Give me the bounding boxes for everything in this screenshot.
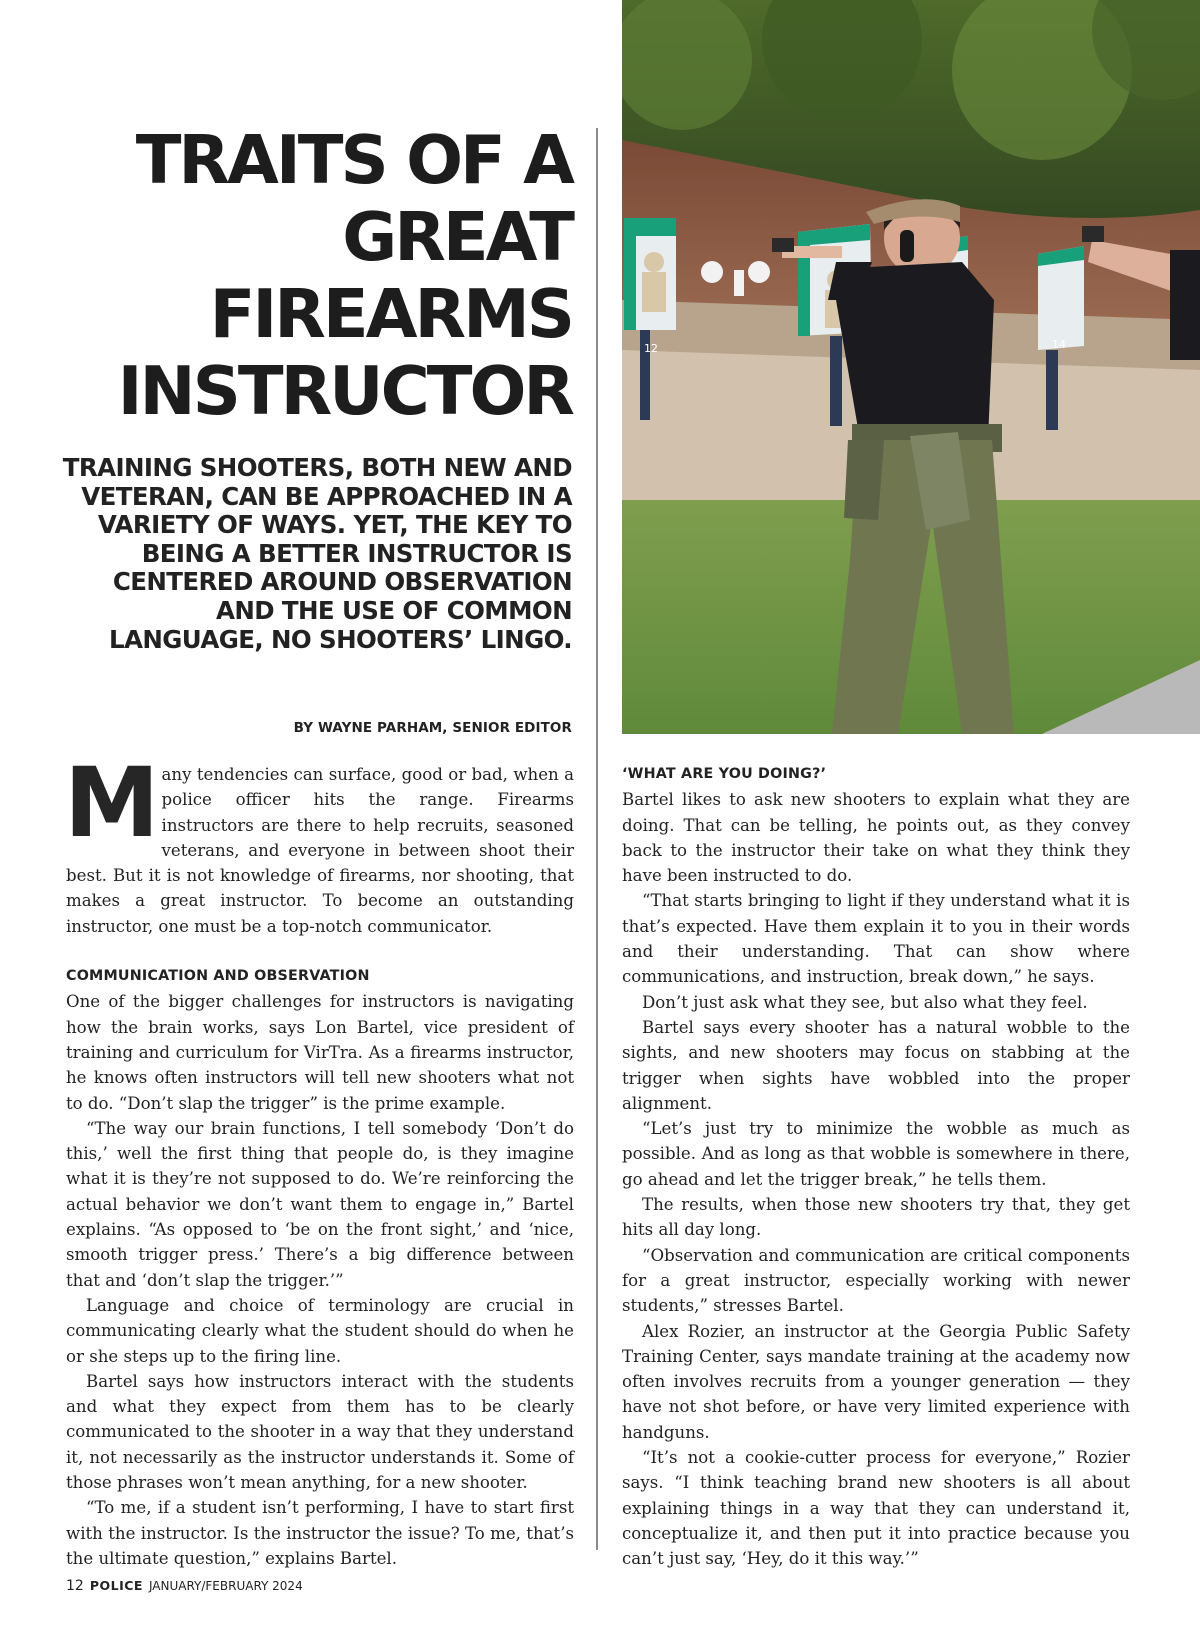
issue-date: JANUARY/FEBRUARY 2024 (148, 1579, 303, 1593)
article-column-left (64, 747, 574, 1571)
section-heading: COMMUNICATION AND OBSERVATION (66, 968, 370, 985)
body-paragraph: Alex Rozier, an instructor at the Georgia Public Safety Training Center, says mandate training at the academy now often involves recruits from a younger generation — they have not shot before, or have very limited experience with handguns. (622, 1321, 1130, 1442)
range-photo (622, 0, 1200, 734)
body-paragraph: “The way our brain functions, I tell somebody ‘Don’t do this,’ well the first thing that people do, is they imagine what it is they’re not supposed to do. We’re reinforcing the actual behavior we don’t want them to engage in,” Bartel explains. “As opposed to ‘be on the front sight,’ and ‘nice, smooth trigger press.’ There’s a big difference between that and ‘don’t slap the trigger.’” (66, 1118, 574, 1290)
body-paragraph: Don’t just ask what they see, but also what they feel. (642, 992, 1088, 1012)
body-paragraph: One of the bigger challenges for instructors is navigating how the brain works, says Lon Bartel, vice president of training and curriculum for VirTra. As a firearms instructor, he knows often instructors will tell new shooters what not to do. “Don’t slap the trigger” is the prime example. (66, 992, 574, 1113)
intro-text: any tendencies can surface, good or bad, when a police officer hits the range. Firearms instructors are there to help recruits, seasoned veterans, and everyone in between shoot their best. But it is not knowledge of firearms, nor shooting, that makes a great instructor. To become an outstanding instructor, one must be a top-notch communicator. (66, 765, 574, 936)
page-number: 12 (66, 1578, 84, 1594)
article-intro-paragraph (64, 747, 574, 939)
section-heading: ‘WHAT ARE YOU DOING?’ (622, 766, 827, 782)
lane-number-label: 14 (1052, 338, 1066, 351)
body-paragraph: “Let’s just try to minimize the wobble as much as possible. And as long as that wobble is somewhere in there, go ahead and let the trigger break,” he tells them. (622, 1119, 1130, 1189)
article-deck: TRAINING SHOOTERS, BOTH NEW AND VETERAN, CAN BE APPROACHED IN A VARIETY OF WAYS. YET, THE KEY TO BEING A BETTER INSTRUCTOR IS CENTERED AROUND OBSERVATION AND THE USE OF COMMON LANGUAGE, NO SHOOTERS’ LINGO. (62, 453, 572, 654)
article-column-right (622, 762, 1130, 1572)
column-divider (596, 128, 598, 1550)
lane-number-label: 12 (644, 342, 658, 355)
body-paragraph: Bartel likes to ask new shooters to explain what they are doing. That can be telling, he points out, as they convey back to the instructor their take on what they think they have been instructed to do. (622, 790, 1130, 886)
body-paragraph: “It’s not a cookie-cutter process for everyone,” Rozier says. “I think teaching brand new shooters is all about explaining things in a way that they can understand it, conceptualize it, and then put it into practice because you can’t just say, ‘Hey, do it this way.’” (622, 1448, 1130, 1569)
body-paragraph: The results, when those new shooters try that, they get hits all day long. (622, 1195, 1130, 1240)
article-byline: BY WAYNE PARHAM, SENIOR EDITOR (293, 720, 572, 736)
page-footer (66, 1578, 303, 1594)
body-paragraph: Bartel says every shooter has a natural wobble to the sights, and new shooters may focus on stabbing at the trigger when sights have wobbled into the proper alignment. (622, 1017, 1130, 1113)
drop-cap: M (64, 747, 156, 859)
body-paragraph: “To me, if a student isn’t performing, I have to start first with the instructor. Is the instructor the issue? To me, that’s the ultimate question,” explains Bartel. (66, 1498, 574, 1568)
article-headline: TRAITS OF A GREAT FIREARMS INSTRUCTOR (117, 121, 572, 430)
body-paragraph: “Observation and communication are critical components for a great instructor, especially working with newer students,” stresses Bartel. (622, 1245, 1130, 1316)
magazine-name: POLICE (89, 1578, 143, 1593)
body-paragraph: “That starts bringing to light if they understand what it is that’s expected. Have them explain it to you in their words and their understanding. That can show where communications, and instruction, break down,” he says. (622, 891, 1130, 987)
body-paragraph: Language and choice of terminology are crucial in communicating clearly what the student should do when he or she steps up to the firing line. (66, 1295, 574, 1366)
body-paragraph: Bartel says how instructors interact with the students and what they expect from them has to be clearly communicated to the shooter in a way that they understand it, not necessarily as the instructor understands it. Some of those phrases won’t mean anything, for a new shooter. (66, 1371, 574, 1493)
